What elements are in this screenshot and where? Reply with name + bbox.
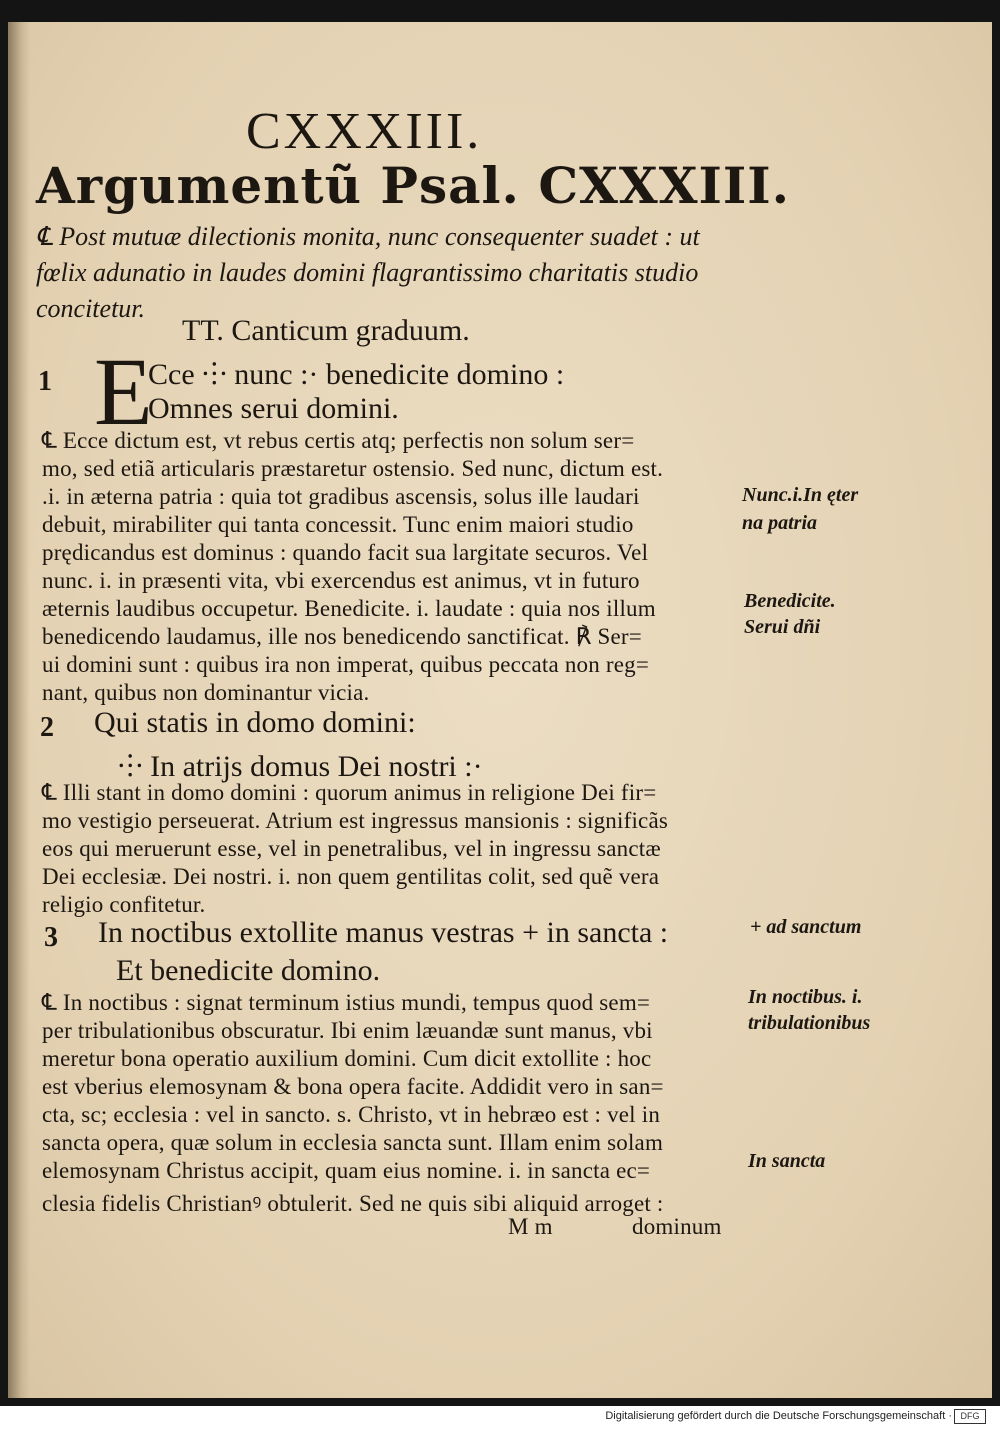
commentary-line: benedicendo laudamus, ille nos benedicendo sanctificat. ℟ Ser= — [42, 624, 642, 649]
marginal-note: na patria — [742, 512, 818, 534]
marginal-note: In noctibus. i. — [748, 986, 863, 1008]
commentary-line: nunc. i. in præsenti vita, vbi exercendus est animus, vt in futuro — [42, 568, 640, 593]
commentary-line: Dei ecclesiæ. Dei nostri. i. non quem gentilitas colit, sed quẽ vera — [42, 864, 660, 889]
commentary-line: mo vestigio perseuerat. Atrium est ingressus mansionis : significãs — [42, 808, 669, 833]
commentary-line: ui domini sunt : quibus ira non imperat, quibus peccata non reg= — [42, 652, 650, 677]
verse-number: 1 — [38, 366, 52, 397]
verse-line: Cce ⸭ nunc :· benedicite domino : — [148, 358, 565, 391]
book-page — [8, 22, 992, 1398]
verse-line: In noctibus extollite manus vestras + in sancta : — [98, 916, 669, 949]
canticum-heading: TT. Canticum graduum. — [182, 314, 470, 347]
commentary-line: religio confitetur. — [42, 892, 206, 917]
argument-line: ℄ Post mutuæ dilectionis monita, nunc consequenter suadet : ut — [36, 222, 700, 251]
marginal-note: Nunc.i.In ęter — [742, 484, 859, 506]
commentary-line: ℄ Illi stant in domo domini : quorum animus in religione Dei fir= — [42, 780, 657, 805]
commentary-line: eos qui meruerunt esse, vel in penetralibus, vel in ingressu sanctæ — [42, 836, 661, 861]
signature-mark: M m — [508, 1214, 553, 1239]
marginal-note: Serui dñi — [744, 616, 821, 638]
marginal-note: + ad sanctum — [750, 916, 862, 938]
verse-line: Et benedicite domino. — [116, 954, 381, 987]
marginal-note: In sancta — [748, 1150, 826, 1172]
argument-title: Argumentũ Psal. CXXXIII. — [36, 156, 791, 215]
dfg-logo: DFG — [954, 1409, 986, 1424]
drop-cap: E — [94, 338, 153, 445]
commentary-line: æternis laudibus occupetur. Benedicite. i. laudate : quia nos illum — [42, 596, 656, 621]
commentary-line: prędicandus est dominus : quando facit sua largitate securos. Vel — [42, 540, 649, 565]
marginal-note: Benedicite. — [744, 590, 836, 612]
binding-gutter — [8, 22, 30, 1398]
commentary-line: .i. in æterna patria : quia tot gradibus ascensis, solus ille laudari — [42, 484, 640, 509]
marginal-note: tribulationibus — [748, 1012, 871, 1034]
commentary-line: sancta opera, quæ solum in ecclesia sancta sunt. Illam enim solam — [42, 1130, 664, 1155]
commentary-line: est vberius elemosynam & bona opera facite. Addidit vero in san= — [42, 1074, 664, 1099]
commentary-line: meretur bona operatio auxilium domini. Cum dicit extollite : hoc — [42, 1046, 652, 1071]
argument-line: concitetur. — [36, 294, 146, 323]
catchword: dominum — [632, 1214, 722, 1239]
verse-number: 2 — [40, 712, 54, 743]
commentary-line: mo, sed etiã articularis præstaretur ostensio. Sed nunc, dictum est. — [42, 456, 664, 481]
argument-line: fœlix adunatio in laudes domini flagrantissimo charitatis studio — [36, 258, 699, 287]
commentary-line: elemosynam Christus accipit, quam eius nomine. i. in sancta ec= — [42, 1158, 651, 1183]
verse-line: Omnes serui domini. — [148, 392, 399, 425]
commentary-line: clesia fidelis Christianꝰ obtulerit. Sed ne quis sibi aliquid arroget : — [42, 1191, 664, 1216]
commentary-line: ℄ Ecce dictum est, vt rebus certis atq; perfectis non solum ser= — [42, 428, 635, 453]
commentary-line: nant, quibus non dominantur vicia. — [42, 680, 370, 705]
digitization-credit: Digitalisierung gefördert durch die Deutsche Forschungsgemeinschaft · — [605, 1410, 952, 1422]
commentary-line: debuit, mirabiliter qui tanta concessit. Tunc enim maiori studio — [42, 512, 634, 537]
commentary-line: per tribulationibus obscuratur. Ibi enim læuandæ sunt manus, vbi — [42, 1018, 653, 1043]
commentary-line: ℄ In noctibus : signat terminum istius mundi, tempus quod sem= — [42, 990, 651, 1015]
commentary-line: cta, sc; ecclesia : vel in sancto. s. Christo, vt in hebræo est : vel in — [42, 1102, 661, 1127]
verse-line: ⸭ In atrijs domus Dei nostri :· — [118, 750, 483, 783]
verse-line: Qui statis in domo domini: — [94, 706, 416, 739]
verse-number: 3 — [44, 922, 58, 953]
psalm-number-heading: CXXXIII. — [246, 103, 483, 160]
